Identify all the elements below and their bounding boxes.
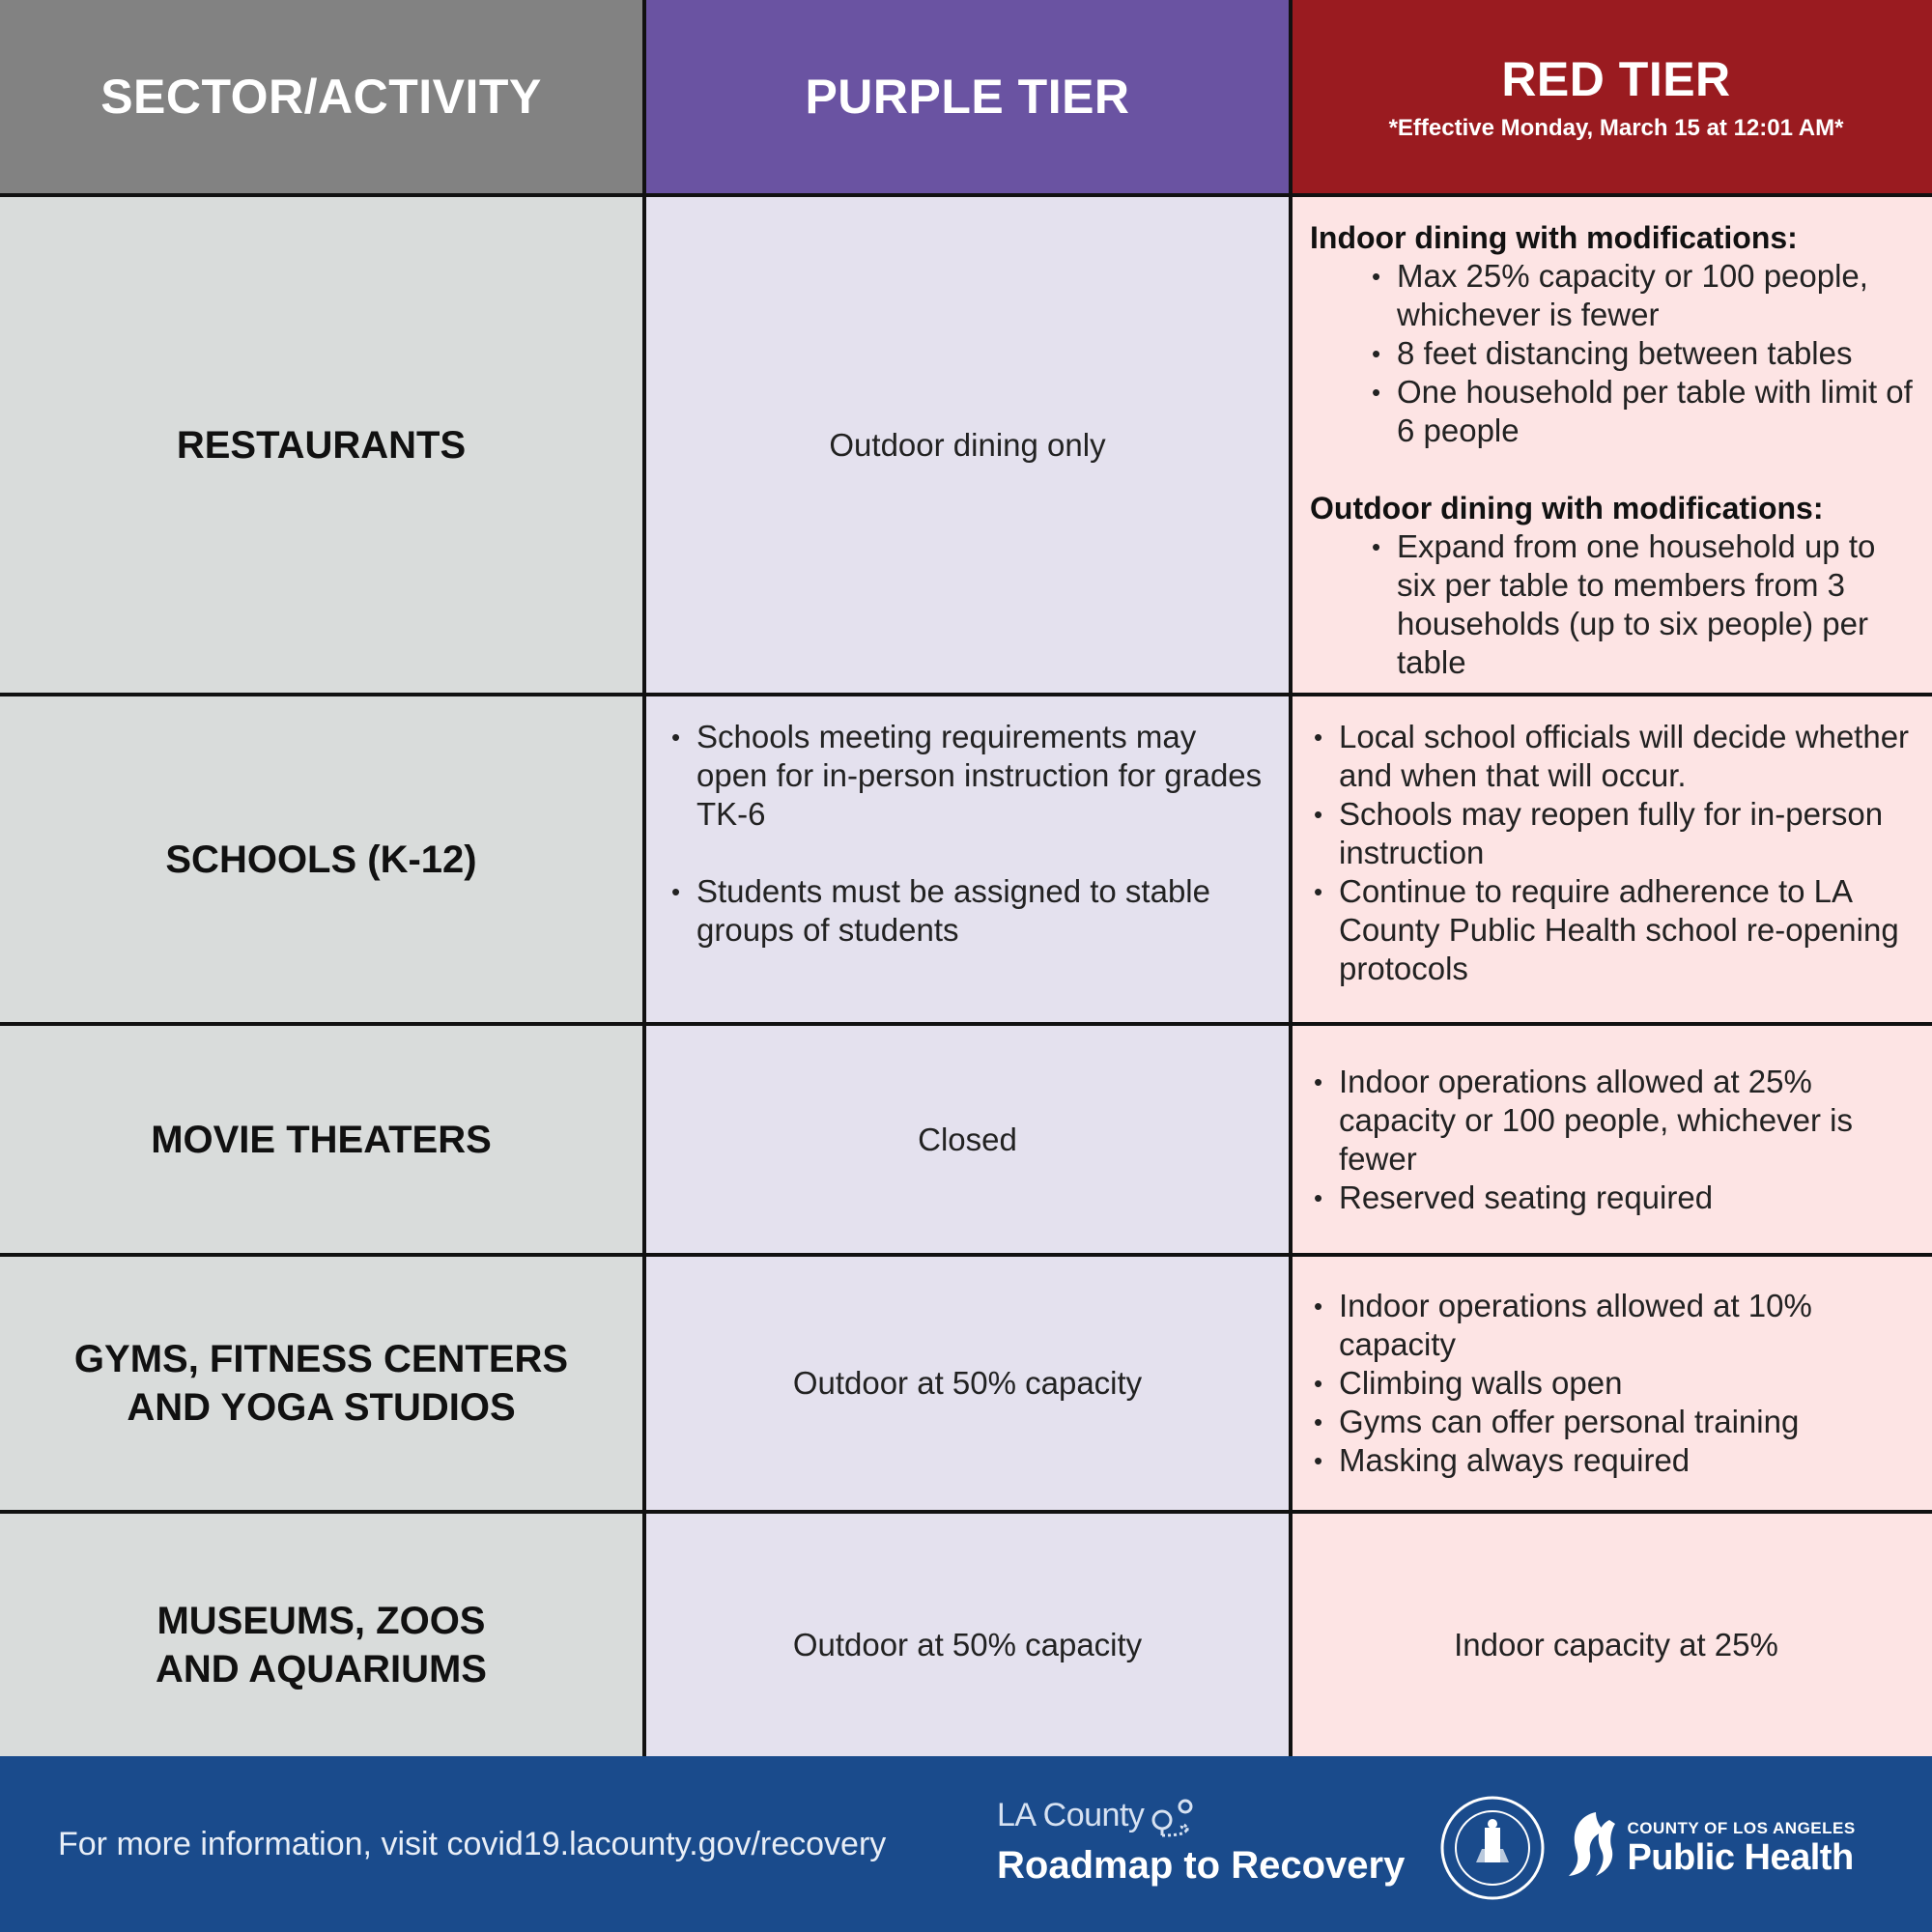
list-item: • Local school officials will decide whether and when that will occur. <box>1310 718 1918 795</box>
list-item: • Expand from one household up to six per table to members from 3 households (up to six people) per table <box>1368 527 1918 682</box>
list-item: • Max 25% capacity or 100 people, whichever is fewer <box>1368 257 1918 334</box>
header-sector-label: SECTOR/ACTIVITY <box>100 70 542 124</box>
list-item: • Indoor operations allowed at 10% capacity <box>1310 1287 1918 1364</box>
gyms-red-list <box>1310 1287 1918 1480</box>
purple-rule-text: Closed <box>918 1121 1017 1157</box>
red-rule-text: Indoor capacity at 25% <box>1454 1626 1778 1662</box>
sector-label: MOVIE THEATERS <box>151 1118 492 1161</box>
row-restaurants-red <box>1293 197 1932 693</box>
row-gyms-purple <box>646 1257 1289 1510</box>
roadmap-title-text: Roadmap to Recovery <box>997 1844 1406 1888</box>
indoor-dining-list <box>1368 257 1918 450</box>
sector-label <box>127 1597 516 1693</box>
schools-red-list <box>1310 718 1918 988</box>
list-item: • Masking always required <box>1310 1441 1918 1480</box>
sector-label <box>45 1335 597 1432</box>
indoor-dining-heading: Indoor dining with modifications: <box>1310 220 1798 255</box>
list-item: • Schools meeting requirements may open for in-person instruction for grades TK-6 <box>668 718 1267 834</box>
roadmap-la-county-text: LA County <box>997 1797 1145 1833</box>
footer-info-link[interactable]: For more information, visit covid19.lacounty.gov/recovery <box>58 1826 887 1862</box>
sector-label-line1: GYMS, FITNESS CENTERS <box>73 1338 569 1380</box>
row-museums-sector <box>0 1514 642 1776</box>
header-red-effective-date: *Effective Monday, March 15 at 12:01 AM* <box>1388 115 1844 141</box>
sector-label-line2: AND AQUARIUMS <box>156 1647 487 1690</box>
row-schools-purple <box>646 696 1289 1022</box>
row-gyms-red <box>1293 1257 1932 1510</box>
public-health-county-label: COUNTY OF LOS ANGELES <box>1627 1818 1856 1837</box>
purple-rule-text: Outdoor dining only <box>829 426 1106 463</box>
public-health-logo <box>1567 1806 1856 1889</box>
list-item: • Reserved seating required <box>1310 1179 1918 1217</box>
list-item: • Gyms can offer personal training <box>1310 1403 1918 1441</box>
purple-rule-text: Outdoor at 50% capacity <box>792 1626 1143 1662</box>
row-movie-theaters-sector <box>0 1026 642 1253</box>
purple-rule-text: Outdoor at 50% capacity <box>792 1365 1143 1401</box>
route-pin-icon <box>1149 1797 1197 1846</box>
header-red-label: RED TIER <box>1501 52 1731 106</box>
list-item: • Continue to require adherence to LA County Public Health school re-opening protocols <box>1310 872 1918 988</box>
row-museums-purple <box>646 1514 1289 1776</box>
outdoor-dining-list <box>1368 527 1918 682</box>
list-item: • Schools may reopen fully for in-person instruction <box>1310 795 1918 872</box>
public-health-text <box>1627 1819 1855 1877</box>
public-health-emblem-icon <box>1567 1806 1617 1889</box>
list-item: • 8 feet distancing between tables <box>1368 334 1918 373</box>
list-item: • Students must be assigned to stable groups of students <box>668 872 1267 950</box>
row-restaurants-sector <box>0 197 642 693</box>
outdoor-dining-heading: Outdoor dining with modifications: <box>1310 491 1824 526</box>
schools-purple-list <box>668 718 1267 950</box>
row-schools-red <box>1293 696 1932 1022</box>
header-sector-activity <box>0 0 642 193</box>
footer-bar <box>0 1756 1932 1932</box>
sector-label: RESTAURANTS <box>176 423 467 467</box>
county-seal-icon <box>1439 1795 1546 1901</box>
public-health-title: Public Health <box>1627 1836 1854 1878</box>
row-museums-red <box>1293 1514 1932 1776</box>
sector-label-line1: MUSEUMS, ZOOS <box>156 1599 486 1642</box>
list-item: • Climbing walls open <box>1310 1364 1918 1403</box>
header-red-tier <box>1293 0 1932 193</box>
sector-label-line2: AND YOGA STUDIOS <box>127 1386 516 1429</box>
row-gyms-sector <box>0 1257 642 1510</box>
header-purple-label: PURPLE TIER <box>805 70 1130 124</box>
header-purple-tier <box>646 0 1289 193</box>
list-item: • One household per table with limit of 6 people <box>1368 373 1918 450</box>
row-movie-theaters-red <box>1293 1026 1932 1253</box>
row-movie-theaters-purple <box>646 1026 1289 1253</box>
row-restaurants-purple <box>646 197 1289 693</box>
sector-label: SCHOOLS (K-12) <box>165 838 477 881</box>
roadmap-to-recovery-logo <box>997 1797 1405 1888</box>
movie-theaters-red-list <box>1310 1063 1918 1217</box>
list-item: • Indoor operations allowed at 25% capacity or 100 people, whichever is fewer <box>1310 1063 1918 1179</box>
row-schools-sector <box>0 696 642 1022</box>
